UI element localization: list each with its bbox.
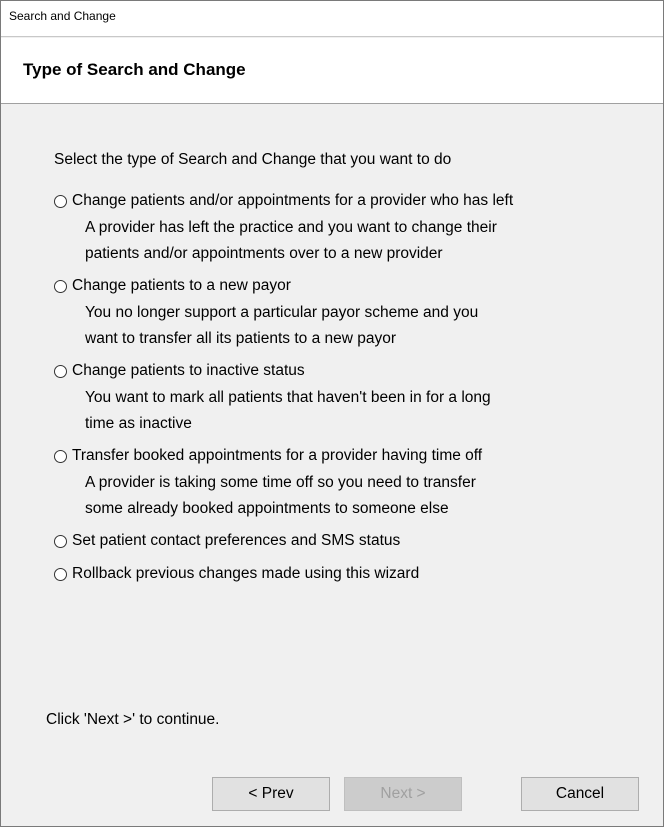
option-description-line: patients and/or appointments over to a new provider (85, 245, 443, 262)
option-label[interactable]: Set patient contact preferences and SMS status (72, 532, 401, 549)
radio-rollback[interactable] (54, 568, 67, 581)
option-description (85, 300, 478, 352)
prev-button[interactable]: < Prev (212, 777, 330, 811)
option-description (85, 385, 491, 437)
radio-time-off[interactable] (54, 450, 67, 463)
page-title: Type of Search and Change (23, 60, 246, 79)
option-description-line: want to transfer all its patients to a new payor (85, 330, 397, 347)
option-new-payor[interactable] (54, 276, 478, 352)
option-contact-preferences[interactable] (54, 531, 400, 551)
option-label[interactable]: Change patients to a new payor (72, 277, 291, 294)
option-description-line: A provider has left the practice and you want to change their (85, 219, 497, 236)
option-description (85, 215, 513, 267)
wizard-header (1, 38, 663, 104)
title-bar (1, 1, 663, 37)
radio-new-payor[interactable] (54, 280, 67, 293)
option-provider-left[interactable] (54, 191, 513, 267)
option-description-line: A provider is taking some time off so you need to transfer (85, 474, 476, 491)
instruction-text: Select the type of Search and Change that you want to do (54, 151, 452, 168)
next-button[interactable]: Next > (344, 777, 462, 811)
option-label[interactable]: Transfer booked appointments for a provider having time off (72, 447, 483, 464)
radio-inactive-status[interactable] (54, 365, 67, 378)
option-description-line: You want to mark all patients that haven't been in for a long (85, 389, 491, 406)
radio-contact-preferences[interactable] (54, 535, 67, 548)
option-time-off[interactable] (54, 446, 482, 522)
option-description-line: You no longer support a particular payor scheme and you (85, 304, 479, 321)
option-label[interactable]: Change patients and/or appointments for a provider who has left (72, 192, 514, 209)
option-label[interactable]: Change patients to inactive status (72, 362, 305, 379)
option-inactive-status[interactable] (54, 361, 491, 437)
option-description-line: time as inactive (85, 415, 192, 432)
option-description-line: some already booked appointments to someone else (85, 500, 449, 517)
radio-provider-left[interactable] (54, 195, 67, 208)
window-title: Search and Change (9, 9, 116, 23)
option-description (85, 470, 482, 522)
option-label[interactable]: Rollback previous changes made using this wizard (72, 565, 420, 582)
continue-hint: Click 'Next >' to continue. (46, 711, 220, 728)
cancel-button[interactable]: Cancel (521, 777, 639, 811)
option-rollback[interactable] (54, 564, 419, 584)
